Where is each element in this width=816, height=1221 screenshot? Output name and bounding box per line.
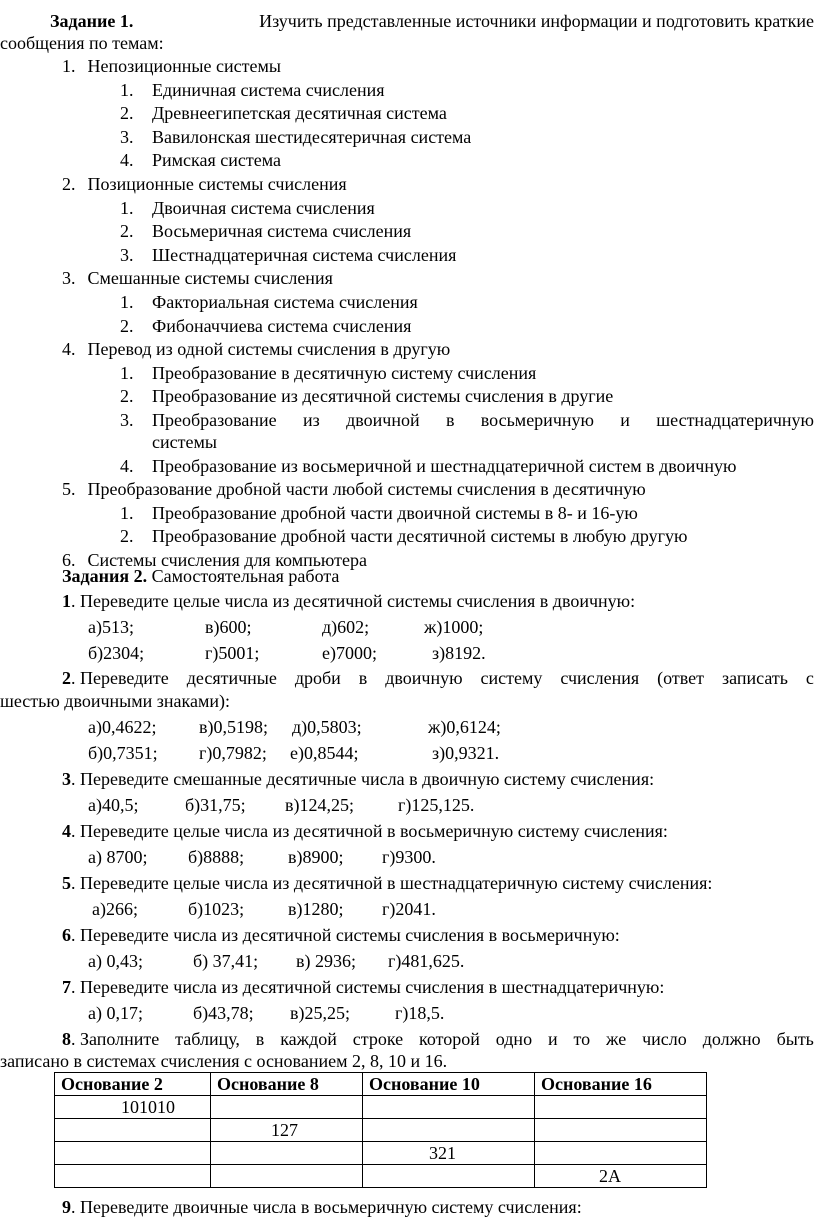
q9-text — [62, 1196, 582, 1218]
q6-text — [62, 924, 620, 946]
topic-title: Позиционные системы счисления — [87, 174, 347, 194]
base-conversion-table — [54, 1072, 707, 1188]
q3-option: а)40,5; — [88, 795, 139, 815]
q3-option: б)31,75; — [185, 795, 246, 815]
q7-body: . Переведите числа из десятичной системы счисления в шестнадцатеричную: — [71, 977, 665, 997]
q5-option: а)266; — [92, 899, 138, 919]
q4-option: а) 8700; — [88, 847, 148, 867]
q7-text — [62, 976, 664, 998]
question-word: которой — [419, 1029, 480, 1049]
subtopic-number: 3. — [120, 410, 134, 430]
subtopic-item — [120, 197, 375, 219]
topic-number: 6. — [62, 550, 76, 570]
task1-heading-line2: сообщения по темам: — [0, 33, 164, 53]
q3-body: . Переведите смешанные десятичные числа в двоичную систему счисления: — [71, 769, 655, 789]
q1-option: з)8192. — [432, 643, 486, 663]
q1-option: а)513; — [88, 617, 134, 637]
subtopic-item — [120, 455, 737, 477]
q2-option: е)0,8544; — [290, 743, 359, 763]
subtopic-title: Древнеегипетская десятичная система — [152, 103, 447, 123]
subtopic-word: двоичной — [346, 410, 420, 430]
q1-text — [62, 590, 635, 612]
topic-item — [62, 55, 281, 77]
table-cell[interactable] — [363, 1119, 535, 1142]
q2-option: ж)0,6124; — [428, 717, 501, 737]
subtopic-number: 1. — [120, 292, 134, 312]
q2-option: г)0,7982; — [199, 743, 267, 763]
subtopic-number: 4. — [120, 456, 134, 476]
table-cell[interactable] — [211, 1142, 363, 1165]
q6-option: г)481,625. — [388, 951, 465, 971]
table-cell[interactable] — [55, 1142, 211, 1165]
table-cell[interactable] — [363, 1096, 535, 1119]
subtopic-number: 2. — [120, 386, 134, 406]
question-word: то — [573, 1029, 591, 1049]
topic-title: Системы счисления для компьютера — [87, 550, 367, 570]
q4-option: в)8900; — [288, 847, 344, 867]
subtopic-word: из — [303, 410, 320, 430]
task2-text: Самостоятельная работа — [151, 566, 340, 586]
question-word: двоичную — [385, 668, 463, 688]
q5-option: в)1280; — [288, 899, 344, 919]
subtopic-number: 2. — [120, 103, 134, 123]
topic-item — [62, 338, 450, 360]
subtopic-word: Преобразование — [152, 410, 277, 430]
subtopic-item — [120, 244, 457, 266]
q2-option: д)0,5803; — [292, 717, 362, 737]
table-cell[interactable]: 321 — [363, 1142, 535, 1165]
subtopic-title: Единичная система счисления — [152, 80, 385, 100]
q4-option: г)9300. — [382, 847, 436, 867]
subtopic-item — [120, 291, 418, 313]
q1-option: е)7000; — [322, 643, 377, 663]
q6-option: а) 0,43; — [88, 951, 143, 971]
topic-title: Непозиционные системы — [87, 56, 281, 76]
q4-option: б)8888; — [188, 847, 245, 867]
q1-body: . Переведите целые числа из десятичной системы счисления в двоичную: — [71, 591, 636, 611]
task1-label: Задание 1. — [50, 11, 134, 31]
question-word: счисления — [560, 668, 640, 688]
q1-option: д)602; — [322, 617, 370, 637]
subtopic-title: Преобразование из десятичной системы счисления в другие — [152, 386, 614, 406]
subtopic-number: 3. — [120, 245, 134, 265]
topic-number: 1. — [62, 56, 76, 76]
subtopic-number: 1. — [120, 80, 134, 100]
subtopic-title: Двоичная система счисления — [152, 198, 375, 218]
question-word: число — [642, 1029, 687, 1049]
topic-title: Перевод из одной системы счисления в другую — [87, 339, 451, 359]
question-word: строке — [352, 1029, 404, 1049]
table-row — [55, 1119, 707, 1142]
q9-body: . Переведите двоичные числа в восьмеричную систему счисления: — [71, 1197, 582, 1217]
question-word: . Переведите — [71, 668, 169, 688]
subtopic-number: 4. — [120, 150, 134, 170]
table-header-cell: Основание 10 — [363, 1073, 535, 1096]
table-cell[interactable] — [535, 1119, 707, 1142]
subtopic-item — [120, 315, 412, 337]
topic-title: Смешанные системы счисления — [87, 268, 333, 288]
question-word: записать — [722, 668, 788, 688]
table-row — [55, 1142, 707, 1165]
table-header-cell: Основание 16 — [535, 1073, 707, 1096]
q3-option: в)124,25; — [285, 795, 354, 815]
q6-body: . Переведите числа из десятичной системы счисления в восьмеричную: — [71, 925, 620, 945]
table-cell[interactable]: 127 — [211, 1119, 363, 1142]
q9-number: 9 — [62, 1197, 71, 1217]
question-number: 8 — [62, 1029, 71, 1049]
q2-option: з)0,9321. — [432, 743, 500, 763]
table-cell[interactable] — [55, 1119, 211, 1142]
table-cell[interactable] — [55, 1165, 211, 1188]
q7-option: б)43,78; — [193, 1003, 254, 1023]
question-word: одно — [495, 1029, 533, 1049]
q2-option: б)0,7351; — [88, 743, 158, 763]
subtopic-word: и — [620, 410, 630, 430]
q4-body: . Переведите целые числа из десятичной в восьмеричную систему счисления: — [71, 821, 668, 841]
task2-heading — [62, 565, 339, 587]
subtopic-number: 2. — [120, 526, 134, 546]
topic-number: 3. — [62, 268, 76, 288]
q7-number: 7 — [62, 977, 71, 997]
table-cell[interactable] — [211, 1096, 363, 1119]
table-body — [55, 1096, 707, 1188]
q4-text — [62, 820, 668, 842]
q6-option: в) 2936; — [296, 951, 356, 971]
subtopic-item — [120, 220, 412, 242]
question-word: и — [547, 1029, 558, 1049]
question-lead — [62, 667, 169, 689]
subtopic-title: Преобразование дробной части двоичной системы в 8- и 16-ую — [152, 503, 638, 523]
table-cell[interactable] — [535, 1142, 707, 1165]
question-word: таблицу, — [175, 1029, 240, 1049]
subtopic-item — [120, 149, 281, 171]
question-word: в — [358, 668, 368, 688]
subtopic-title: Римская система — [152, 150, 281, 170]
subtopic-item — [120, 409, 814, 431]
subtopic-number: 3. — [120, 127, 134, 147]
topic-item — [62, 173, 347, 195]
question-word: (ответ — [657, 668, 705, 688]
subtopic-number: 1. — [120, 363, 134, 383]
subtopic-title: Преобразование из восьмеричной и шестнадцатеричной систем в двоичную — [152, 456, 737, 476]
q1-option: б)2304; — [88, 643, 145, 663]
table-row — [55, 1165, 707, 1188]
subtopic-title: Преобразование дробной части десятичной системы в любую другую — [152, 526, 688, 546]
topic-number: 4. — [62, 339, 76, 359]
q6-number: 6 — [62, 925, 71, 945]
q3-text — [62, 768, 654, 790]
subtopic-title: Вавилонская шестидесятеричная система — [152, 127, 472, 147]
subtopic-item — [120, 126, 472, 148]
q1-number: 1 — [62, 591, 71, 611]
q5-option: г)2041. — [382, 899, 436, 919]
subtopic-item — [120, 525, 688, 547]
table-row — [55, 1096, 707, 1119]
task1-heading-line1 — [50, 10, 814, 32]
q5-number: 5 — [62, 873, 71, 893]
question-word: десятичные — [186, 668, 277, 688]
question-word: же — [606, 1029, 627, 1049]
table-cell[interactable] — [535, 1096, 707, 1119]
q8-text-line2: записано в системах счисления с основанием 2, 8, 10 и 16. — [0, 1051, 448, 1071]
q5-body: . Переведите целые числа из десятичной в шестнадцатеричную систему счисления: — [71, 873, 713, 893]
subtopic-item — [120, 362, 537, 384]
q6-option: б) 37,41; — [193, 951, 259, 971]
table-cell[interactable]: 101010 — [55, 1096, 211, 1119]
subtopic-title: Восьмеричная система счисления — [152, 221, 412, 241]
q1-option: г)5001; — [205, 643, 260, 663]
table-cell[interactable] — [363, 1165, 535, 1188]
q3-number: 3 — [62, 769, 71, 789]
subtopic-item — [120, 502, 638, 524]
subtopic-title: Преобразование в десятичную систему счисления — [152, 363, 537, 383]
q7-option: в)25,25; — [290, 1003, 350, 1023]
question-word: быть — [776, 1029, 814, 1049]
question-word: с — [805, 668, 814, 688]
subtopic-word: в — [445, 410, 455, 430]
q4-number: 4 — [62, 821, 71, 841]
topic-title: Преобразование дробной части любой системы счисления в десятичную — [87, 479, 646, 499]
question-word: . Заполните — [71, 1029, 160, 1049]
topic-number: 5. — [62, 479, 76, 499]
table-header-cell: Основание 8 — [211, 1073, 363, 1096]
subtopic-title: Факториальная система счисления — [152, 292, 418, 312]
subtopic-item — [120, 102, 447, 124]
q7-option: а) 0,17; — [88, 1003, 143, 1023]
subtopic-continuation: системы — [152, 432, 217, 452]
subtopic-item — [120, 79, 385, 101]
table-header-cell: Основание 2 — [55, 1073, 211, 1096]
subtopic-item — [120, 385, 614, 407]
topic-number: 2. — [62, 174, 76, 194]
question-word: в — [255, 1029, 265, 1049]
question-word: систему — [480, 668, 543, 688]
q2-text-line2: шестью двоичными знаками): — [0, 691, 230, 711]
table-cell[interactable]: 2A — [535, 1165, 707, 1188]
task1-intro-text: Изучить представленные источники информации и подготовить краткие — [259, 11, 814, 31]
q3-option: г)125,125. — [398, 795, 475, 815]
question-lead — [62, 1028, 159, 1050]
q7-option: г)18,5. — [395, 1003, 445, 1023]
q5-text — [62, 872, 712, 894]
q2-option: в)0,5198; — [199, 717, 268, 737]
subtopic-number: 2. — [120, 221, 134, 241]
task2-label: Задания 2. — [62, 566, 148, 586]
subtopic-title: Шестнадцатеричная система счисления — [152, 245, 457, 265]
q2-option: а)0,4622; — [88, 717, 157, 737]
q5-option: б)1023; — [188, 899, 245, 919]
question-word: дроби — [294, 668, 341, 688]
subtopic-word: восьмеричную — [480, 410, 594, 430]
subtopic-number: 1. — [120, 503, 134, 523]
q2-text-line1 — [62, 667, 814, 689]
subtopic-number: 2. — [120, 316, 134, 336]
subtopic-word: шестнадцатеричную — [656, 410, 814, 430]
q8-text-line1 — [62, 1028, 814, 1050]
table-cell[interactable] — [211, 1165, 363, 1188]
question-word: каждой — [280, 1029, 337, 1049]
table-header-row — [55, 1073, 707, 1096]
subtopic-number: 1. — [120, 198, 134, 218]
q1-option: в)600; — [205, 617, 252, 637]
topic-item — [62, 267, 333, 289]
question-word: должно — [702, 1029, 761, 1049]
subtopic-title: Фибоначчиева система счисления — [152, 316, 412, 336]
question-number: 2 — [62, 668, 71, 688]
topic-item — [62, 478, 646, 500]
q1-option: ж)1000; — [424, 617, 484, 637]
